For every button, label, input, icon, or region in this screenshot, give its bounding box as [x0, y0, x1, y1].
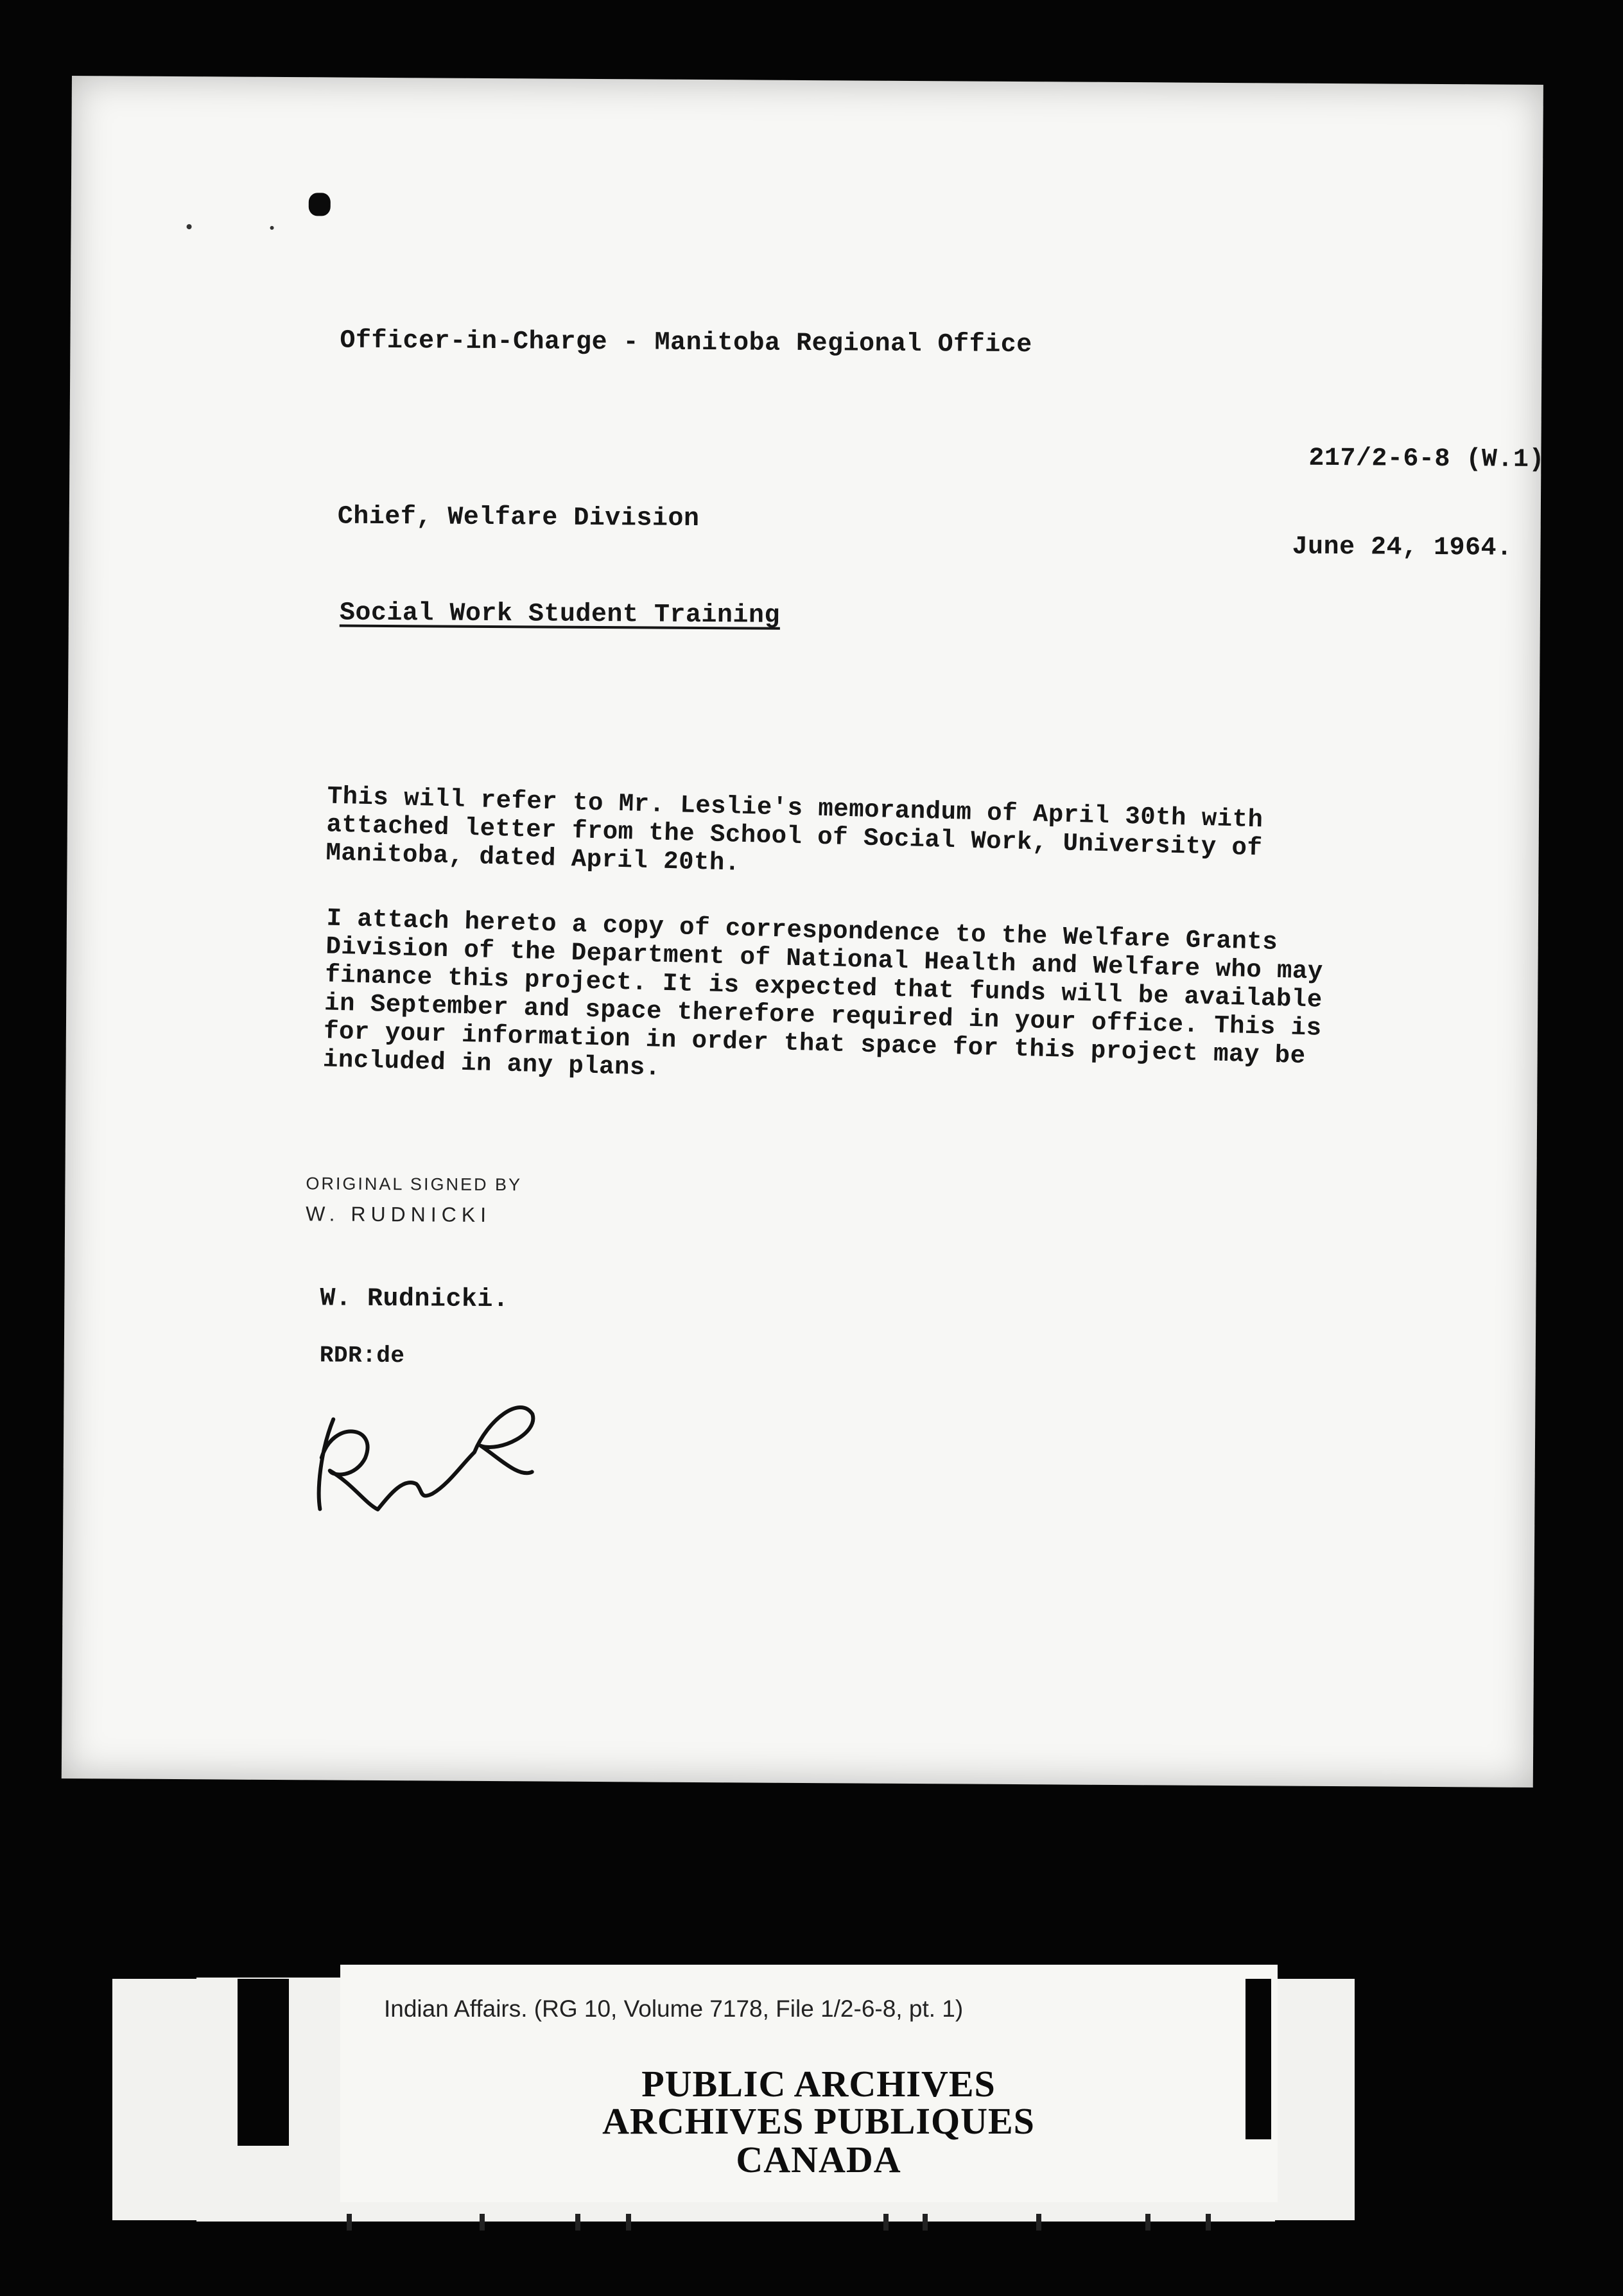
- recipient-line: Officer-in-Charge - Manitoba Regional Office: [340, 326, 1032, 360]
- letter-date: June 24, 1964.: [1292, 532, 1513, 563]
- label-tick: [480, 2214, 485, 2231]
- label-tick: [626, 2214, 631, 2231]
- archive-name-english: PUBLIC ARCHIVES: [641, 2063, 996, 2105]
- archive-name-french: ARCHIVES PUBLIQUES: [602, 2100, 1035, 2142]
- label-tick: [1206, 2214, 1211, 2231]
- subject-line: Social Work Student Training: [339, 598, 781, 631]
- label-tick: [883, 2214, 889, 2231]
- punch-hole: [309, 193, 331, 216]
- label-tick: [923, 2214, 928, 2231]
- handwritten-initials-signature: [307, 1380, 564, 1536]
- speck: [270, 226, 274, 230]
- archive-reference: Indian Affairs. (RG 10, Volume 7178, File 1/2-6-8, pt. 1): [384, 1996, 964, 2022]
- label-notch-left: [238, 1979, 289, 2146]
- file-number: 217/2-6-8 (W.1): [1308, 444, 1545, 475]
- stamp-signer-name: W. RUDNICKI: [306, 1202, 492, 1227]
- letter-page: [62, 76, 1543, 1787]
- body-paragraph-2: I attach hereto a copy of correspondence to the Welfare Grants Division of the Department of National Health and Welfare who may finance this project. It is expected that funds will be available in September and space therefore required in your office. This is for your information in order that space for this project may be included in any plans.: [322, 904, 1324, 1083]
- typist-initials: RDR:de: [319, 1342, 405, 1370]
- typed-signature: W. Rudnicki.: [320, 1284, 509, 1315]
- speck: [187, 224, 192, 229]
- archive-country: CANADA: [736, 2139, 901, 2180]
- label-tick: [1036, 2214, 1041, 2231]
- sender-line: Chief, Welfare Division: [337, 502, 700, 534]
- original-signed-stamp: ORIGINAL SIGNED BY: [306, 1174, 523, 1195]
- label-notch-right: [1245, 1979, 1271, 2139]
- body-paragraph-1: This will refer to Mr. Leslie's memorandum of April 30th with attached letter from the School of Social Work, University of Manitoba, dated April 20th.: [325, 782, 1263, 878]
- label-tick: [347, 2214, 352, 2231]
- label-tick: [1145, 2214, 1150, 2231]
- label-tick: [575, 2214, 580, 2231]
